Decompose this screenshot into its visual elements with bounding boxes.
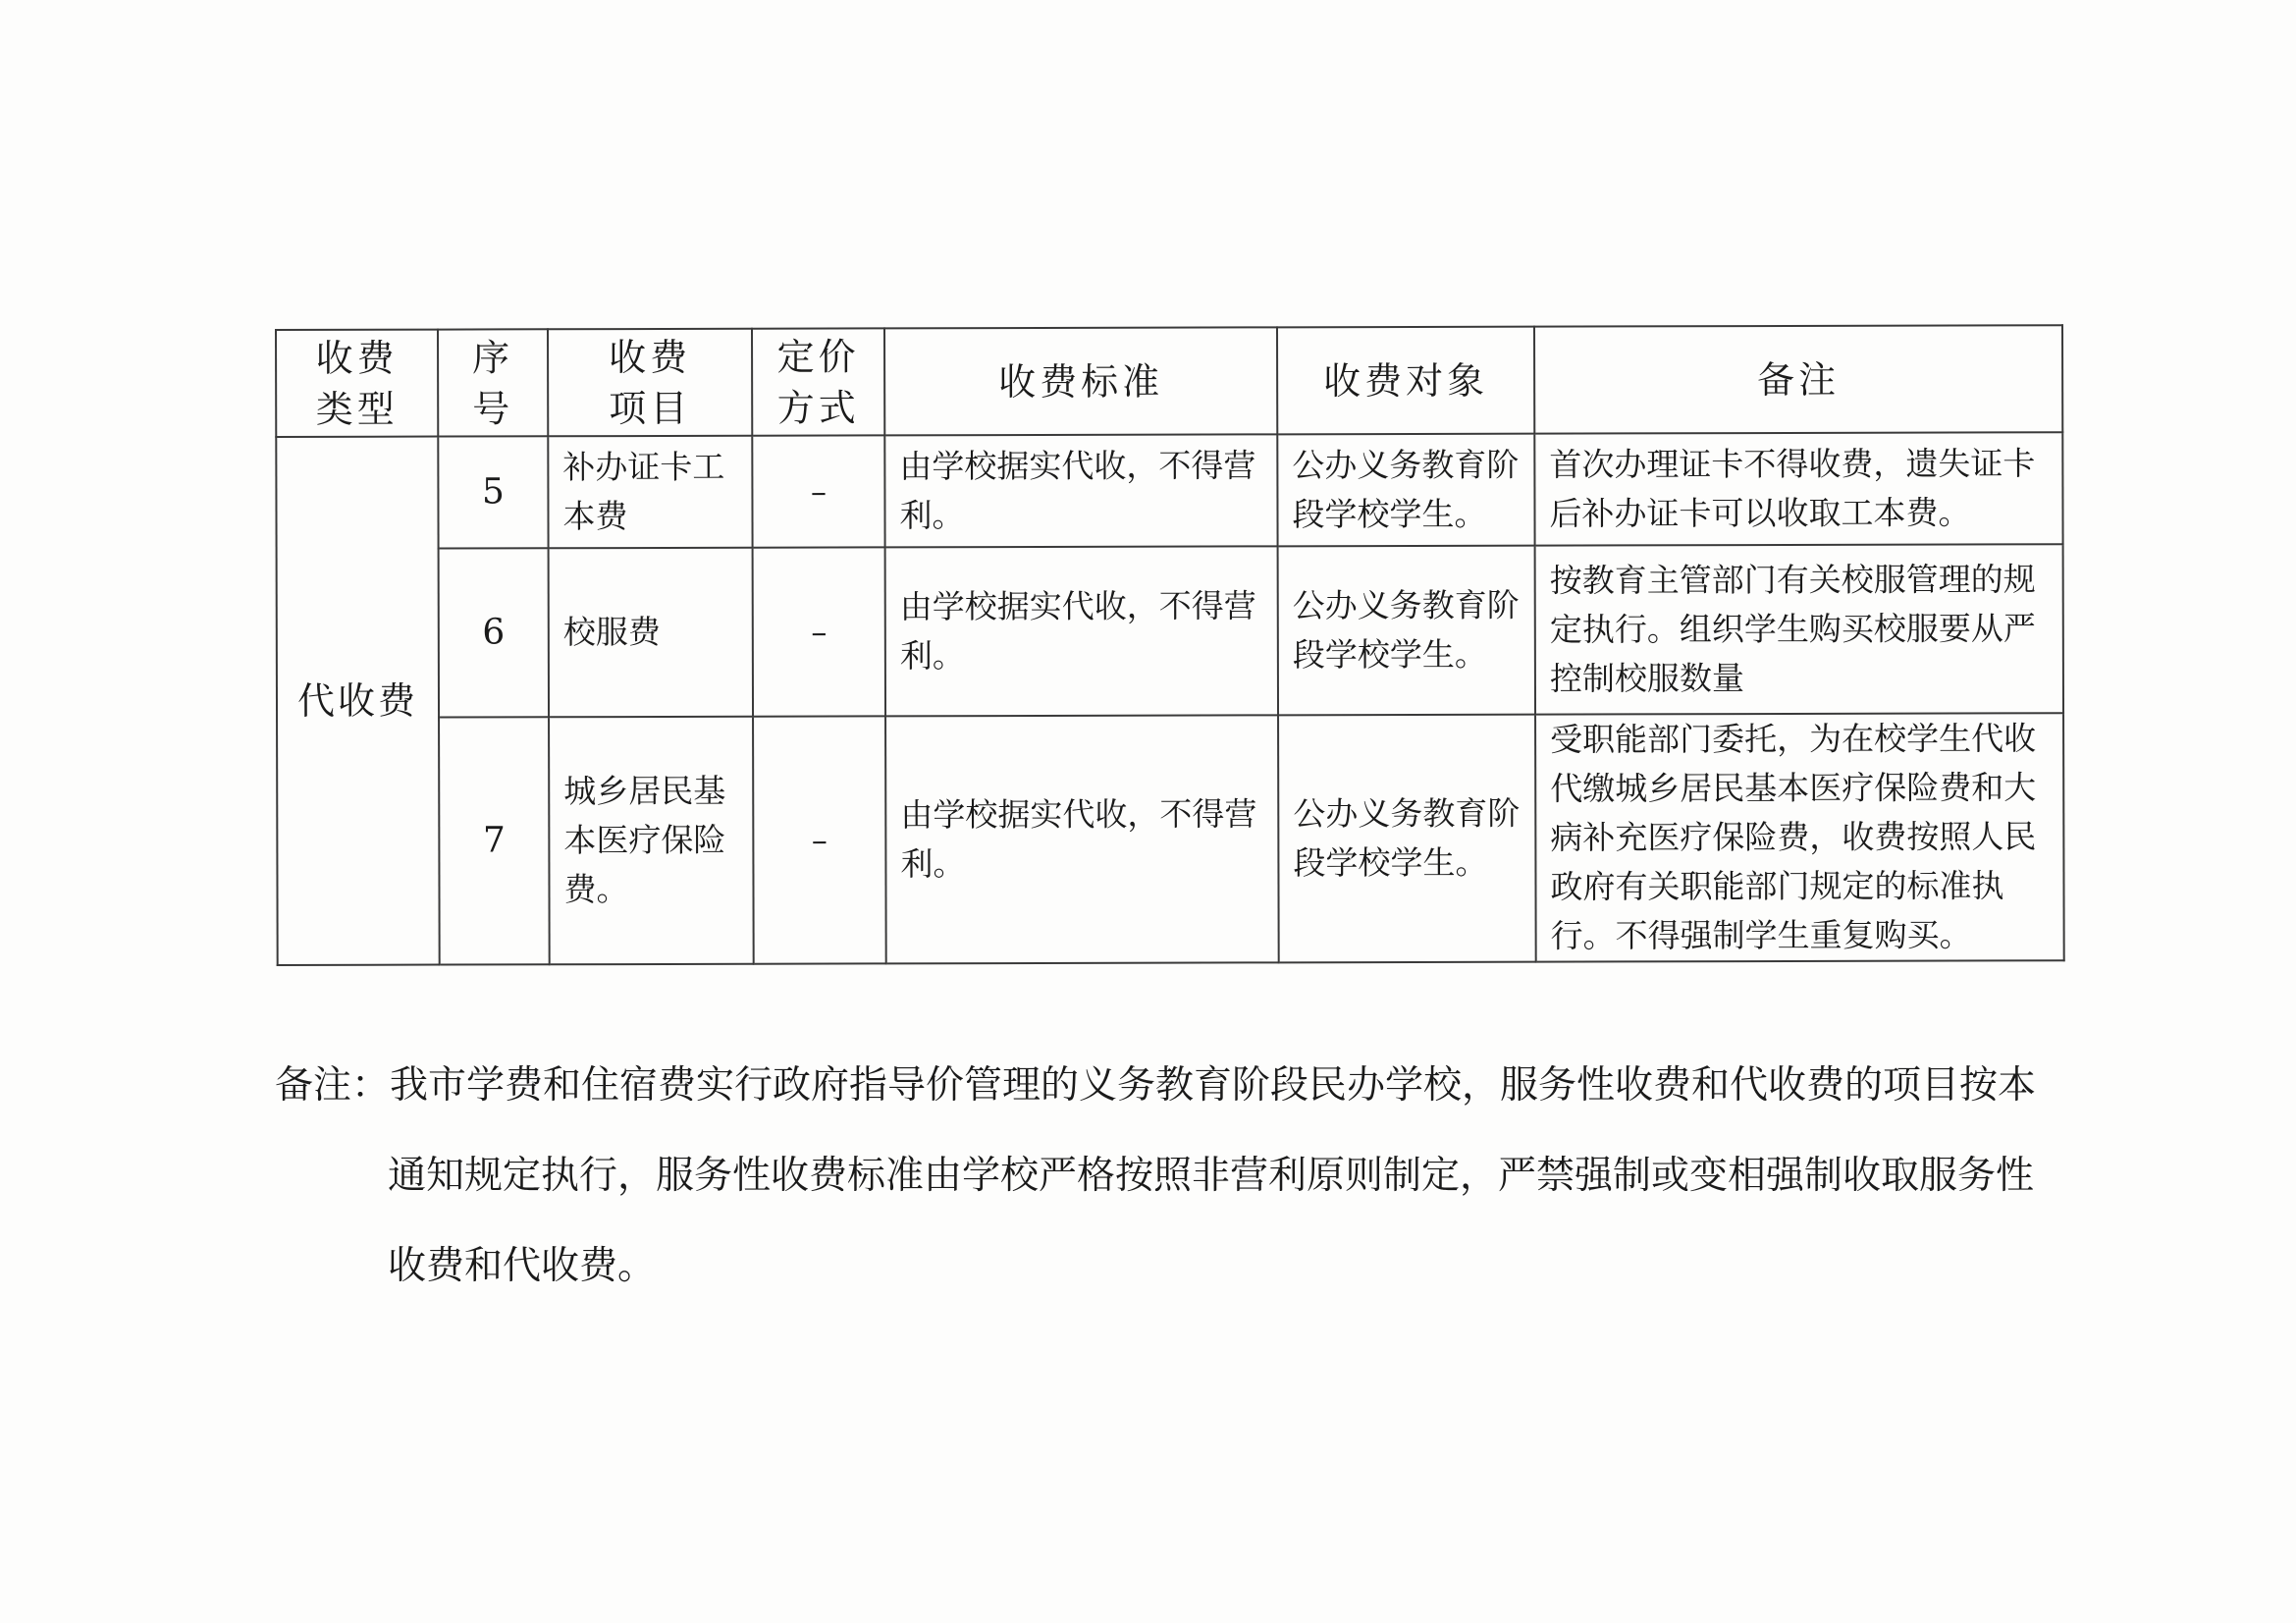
note-cell: 受职能部门委托，为在校学生代收代缴城乡居民基本医疗保险费和大病补充医疗保险费，收费按照人民政府有关职能部门规定的标准执行。不得强制学生重复购买。 — [1535, 713, 2064, 961]
table-row — [277, 544, 2063, 718]
fee-table — [275, 324, 2065, 966]
footnote-line: 通知规定执行，服务性收费标准由学校严格按照非营利原则制定，严禁强制或变相强制收取服务性 — [388, 1154, 2035, 1198]
header-fee-target: 收费对象 — [1277, 327, 1534, 435]
pricing-cell: – — [753, 716, 886, 963]
header-note: 备注 — [1534, 325, 2062, 433]
table-header-row — [276, 325, 2062, 437]
header-fee-type: 收费 类型 — [276, 330, 438, 437]
item-cell: 校服费 — [549, 548, 753, 718]
header-pricing-method: 定价 方式 — [752, 328, 884, 435]
item-cell: 城乡居民基本医疗保险费。 — [549, 717, 754, 965]
item-cell: 补办证卡工本费 — [548, 436, 752, 549]
table-row — [276, 432, 2062, 549]
footnote-line: 收费和代收费。 — [388, 1244, 657, 1288]
footnote — [275, 1041, 2061, 1312]
header-fee-item: 收费 项目 — [548, 329, 752, 437]
pricing-cell: – — [752, 435, 884, 547]
category-cell: 代收费 — [276, 437, 439, 965]
header-fee-standard: 收费标准 — [884, 327, 1277, 435]
table-row — [277, 713, 2064, 965]
standard-cell: 由学校据实代收，不得营利。 — [884, 434, 1277, 547]
seq-cell: 7 — [439, 717, 550, 964]
seq-cell: 6 — [439, 548, 549, 717]
target-cell: 公办义务教育阶段学校学生。 — [1278, 546, 1535, 716]
footnote-line: 备注：我市学费和住宿费实行政府指导价管理的义务教育阶段民办学校，服务性收费和代收费的项目按本 — [275, 1063, 2037, 1108]
target-cell: 公办义务教育阶段学校学生。 — [1278, 715, 1536, 963]
header-seq: 序 号 — [438, 329, 548, 436]
standard-cell: 由学校据实代收，不得营利。 — [885, 715, 1279, 963]
note-cell: 按教育主管部门有关校服管理的规定执行。组织学生购买校服要从严控制校服数量 — [1535, 544, 2063, 714]
seq-cell: 5 — [438, 436, 548, 548]
note-cell: 首次办理证卡不得收费，遗失证卡后补办证卡可以收取工本费。 — [1534, 432, 2062, 545]
standard-cell: 由学校据实代收，不得营利。 — [885, 546, 1278, 716]
pricing-cell: – — [753, 547, 885, 716]
target-cell: 公办义务教育阶段学校学生。 — [1277, 434, 1534, 547]
